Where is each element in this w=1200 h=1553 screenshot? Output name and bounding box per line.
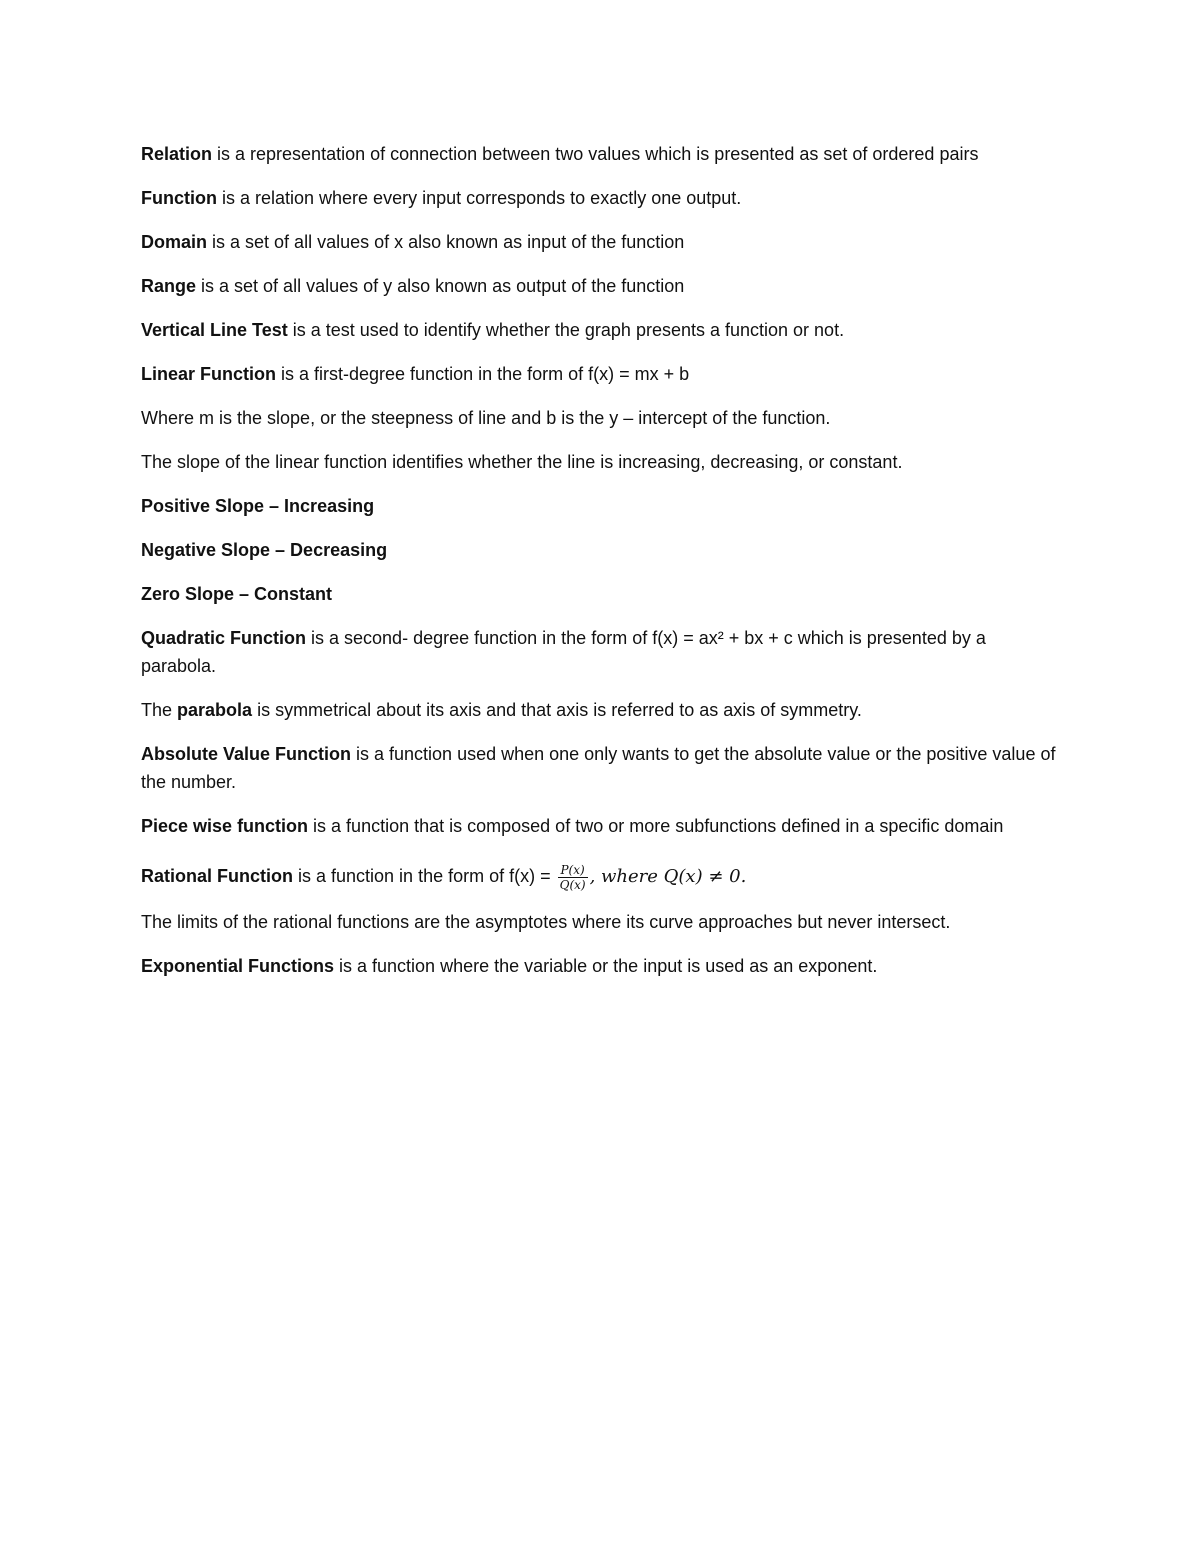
term: Piece wise function — [141, 816, 309, 836]
definition-linear-function — [141, 360, 1061, 388]
definition-rational-function — [141, 862, 1061, 892]
document-body — [141, 140, 1061, 996]
definition-text: is a representation of connection between two values which is presented as set of ordered pairs — [212, 144, 979, 164]
text-after: is symmetrical about its axis and that axis is referred to as axis of symmetry. — [252, 700, 862, 720]
definition-text: The slope of the linear function identifies whether the line is increasing, decreasing, or constant. — [141, 452, 903, 472]
definition-function — [141, 184, 1061, 212]
term: Vertical Line Test — [141, 320, 288, 340]
term: Absolute Value Function — [141, 744, 352, 764]
definition-relation — [141, 140, 1061, 168]
definition-text: is a function that is composed of two or more subfunctions defined in a specific domain — [308, 816, 1004, 836]
limits-explanation — [141, 908, 1061, 936]
definition-text: is a function in the form of f(x) = — [293, 866, 556, 886]
definition-text: The limits of the rational functions are the asymptotes where its curve approaches but never intersect. — [141, 911, 951, 932]
linear-explanation — [141, 404, 1061, 432]
negative-slope — [141, 536, 1061, 564]
term: Zero Slope – Constant — [141, 584, 333, 604]
definition-text: is a function where the variable or the input is used as an exponent. — [334, 955, 878, 976]
term: Rational Function — [141, 866, 293, 886]
term: Negative Slope – Decreasing — [141, 540, 388, 560]
slope-explanation — [141, 448, 1061, 476]
text-before: The — [141, 700, 178, 720]
definition-text: is a test used to identify whether the graph presents a function or not. — [287, 320, 845, 340]
parabola-explanation — [141, 696, 1061, 724]
fraction-denominator: Q(x) — [559, 877, 586, 892]
term: Relation — [141, 144, 213, 164]
term: Function — [141, 188, 217, 208]
term: Quadratic Function — [141, 628, 307, 648]
definition-text: is a function used when one only wants to get the absolute value or the positive value of the number. — [141, 744, 1056, 792]
term: Exponential Functions — [141, 955, 335, 976]
term: Linear Function — [141, 364, 276, 384]
term: parabola — [177, 700, 253, 720]
definition-text: is a relation where every input corresponds to exactly one output. — [216, 188, 742, 208]
condition-formula: , where Q(x) ≠ 0. — [589, 866, 747, 887]
definition-exponential-functions — [141, 952, 1061, 980]
term: Range — [141, 276, 197, 296]
fraction-numerator: P(x) — [558, 863, 588, 878]
term: Domain — [141, 232, 208, 252]
zero-slope — [141, 580, 1061, 608]
positive-slope — [141, 492, 1061, 520]
definition-piecewise-function — [141, 812, 1061, 840]
fraction-formula — [558, 863, 588, 892]
definition-text: Where m is the slope, or the steepness of line and b is the y – intercept of the function. — [141, 408, 831, 428]
term: Positive Slope – Increasing — [141, 496, 375, 516]
definition-text: is a first-degree function in the form of f(x) = mx + b — [276, 364, 690, 384]
definition-text: is a set of all values of y also known as output of the function — [196, 276, 685, 296]
definition-domain — [141, 228, 1061, 256]
definition-quadratic-function — [141, 624, 1061, 680]
definition-vertical-line-test — [141, 316, 1061, 344]
definition-text: is a second- degree function in the form of f(x) = ax² + bx + c which is presented by a parabola. — [141, 628, 986, 676]
definition-range — [141, 272, 1061, 300]
definition-text: is a set of all values of x also known as input of the function — [207, 232, 685, 252]
definition-absolute-value-function — [141, 740, 1061, 796]
